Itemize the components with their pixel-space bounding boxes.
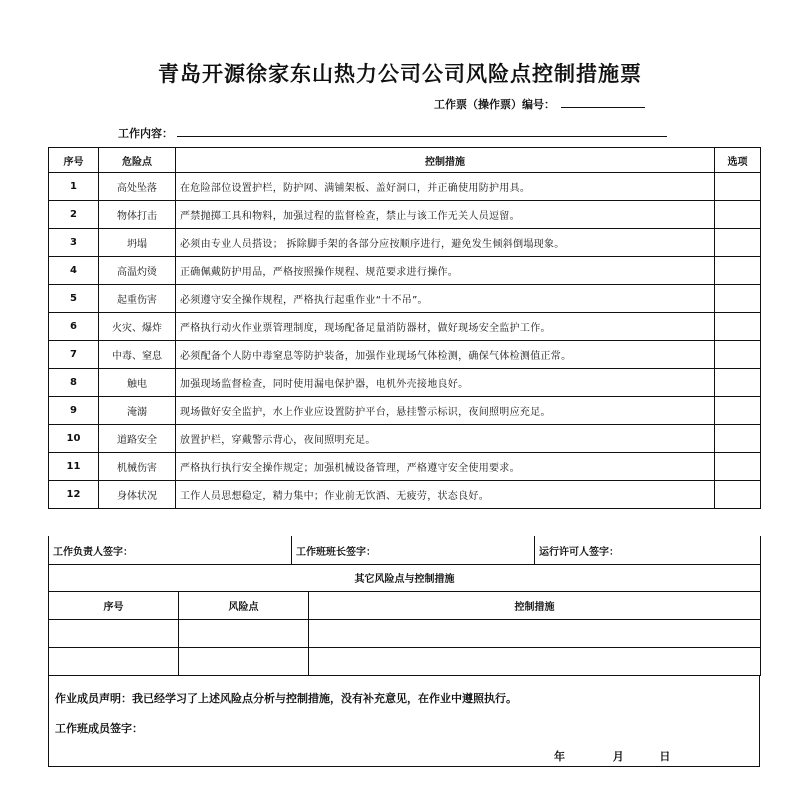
row-risk-cell: 坍塌 [99, 229, 176, 257]
row-no-cell: 6 [49, 313, 99, 341]
row-risk-cell: 物体打击 [99, 201, 176, 229]
other-risk-row [49, 648, 761, 676]
row-measure-cell: 严格执行动火作业票管理制度，现场配备足量消防器材，做好现场安全监护工作。 [176, 313, 715, 341]
declaration-statement: 作业成员声明：我已经学习了上述风险点分析与控制措施，没有补充意见，在作业中遵照执行。 [55, 692, 517, 705]
header-measure: 控制措施 [176, 148, 715, 173]
table-row [49, 425, 761, 453]
row-no-cell: 4 [49, 257, 99, 285]
row-measure-cell: 严格执行执行安全操作规定；加强机械设备管理，严格遵守安全使用要求。 [176, 453, 715, 481]
row-measure-cell: 现场做好安全监护，水上作业应设置防护平台，悬挂警示标识，夜间照明应充足。 [176, 397, 715, 425]
row-measure-cell: 加强现场监督检查，同时使用漏电保护器，电机外壳接地良好。 [176, 369, 715, 397]
other-header-risk: 风险点 [179, 592, 309, 620]
table-row [49, 481, 761, 509]
work-content-field [118, 125, 667, 141]
row-no-cell: 7 [49, 341, 99, 369]
ticket-number-label: 工作票（操作票）编号： [434, 98, 555, 111]
row-risk-cell: 高温灼烫 [99, 257, 176, 285]
table-row [49, 257, 761, 285]
declaration-box [48, 676, 760, 767]
row-option-cell[interactable] [715, 397, 761, 425]
row-measure-cell: 在危险部位设置护栏，防护网、满铺架板、盖好洞口，并正确使用防护用具。 [176, 173, 715, 201]
row-option-cell[interactable] [715, 173, 761, 201]
ticket-number-field [434, 96, 645, 112]
other-risks-title-row [49, 564, 761, 592]
header-no: 序号 [49, 148, 99, 173]
form-title: 青岛开源徐家东山热力公司公司风险点控制措施票 [158, 62, 642, 86]
header-risk: 危险点 [99, 148, 176, 173]
table-row [49, 313, 761, 341]
member-signature-field[interactable]: 工作班成员签字： [55, 722, 143, 735]
row-option-cell[interactable] [715, 313, 761, 341]
row-no-cell: 9 [49, 397, 99, 425]
risk-control-table [48, 147, 761, 509]
row-measure-cell: 必须由专业人员搭设； 拆除脚手架的各部分应按顺序进行，避免发生倾斜倒塌现象。 [176, 229, 715, 257]
work-content-label: 工作内容： [118, 127, 173, 140]
table-row [49, 201, 761, 229]
row-risk-cell: 火灾、爆炸 [99, 313, 176, 341]
row-no-cell: 1 [49, 173, 99, 201]
row-option-cell[interactable] [715, 481, 761, 509]
other-header-no: 序号 [49, 592, 179, 620]
row-no-cell: 3 [49, 229, 99, 257]
row-measure-cell: 工作人员思想稳定，精力集中；作业前无饮酒、无疲劳，状态良好。 [176, 481, 715, 509]
leader-signature-field[interactable]: 工作负责人签字： [49, 536, 292, 565]
row-measure-cell: 严禁抛掷工具和物料，加强过程的监督检查，禁止与该工作无关人员逗留。 [176, 201, 715, 229]
other-risk-cell[interactable] [179, 648, 309, 676]
other-measure-cell[interactable] [309, 620, 761, 648]
row-option-cell[interactable] [715, 201, 761, 229]
other-risks-header-row [49, 592, 761, 620]
other-no-cell[interactable] [49, 620, 179, 648]
row-risk-cell: 起重伤害 [99, 285, 176, 313]
row-no-cell: 5 [49, 285, 99, 313]
row-no-cell: 2 [49, 201, 99, 229]
table-row [49, 453, 761, 481]
other-risks-title: 其它风险点与控制措施 [49, 564, 761, 592]
signature-row [49, 536, 761, 565]
row-no-cell: 8 [49, 369, 99, 397]
row-measure-cell: 必须遵守安全操作规程，严格执行起重作业“十不吊”。 [176, 285, 715, 313]
work-content-blank[interactable] [177, 126, 667, 137]
date-field[interactable] [554, 748, 670, 764]
row-risk-cell: 高处坠落 [99, 173, 176, 201]
ticket-number-blank[interactable] [561, 97, 645, 108]
row-measure-cell: 放置护栏，穿戴警示背心，夜间照明充足。 [176, 425, 715, 453]
shift-leader-signature-field[interactable]: 工作班班长签字： [292, 536, 535, 565]
date-day: 日 [659, 750, 671, 763]
row-risk-cell: 中毒、窒息 [99, 341, 176, 369]
other-header-measure: 控制措施 [309, 592, 761, 620]
row-measure-cell: 正确佩戴防护用品，严格按照操作规程、规范要求进行操作。 [176, 257, 715, 285]
table-row [49, 229, 761, 257]
table-row [49, 369, 761, 397]
other-no-cell[interactable] [49, 648, 179, 676]
row-no-cell: 11 [49, 453, 99, 481]
table-row [49, 397, 761, 425]
table-header-row [49, 148, 761, 173]
row-risk-cell: 机械伤害 [99, 453, 176, 481]
other-risk-cell[interactable] [179, 620, 309, 648]
row-option-cell[interactable] [715, 257, 761, 285]
row-option-cell[interactable] [715, 425, 761, 453]
row-option-cell[interactable] [715, 369, 761, 397]
signature-table [48, 536, 761, 565]
row-no-cell: 10 [49, 425, 99, 453]
other-risks-table [48, 564, 761, 676]
permit-signature-field[interactable]: 运行许可人签字： [535, 536, 761, 565]
row-no-cell: 12 [49, 481, 99, 509]
date-month: 月 [612, 750, 624, 763]
row-option-cell[interactable] [715, 453, 761, 481]
table-row [49, 341, 761, 369]
row-risk-cell: 身体状况 [99, 481, 176, 509]
row-option-cell[interactable] [715, 341, 761, 369]
other-risk-row [49, 620, 761, 648]
date-year: 年 [554, 750, 565, 763]
table-row [49, 173, 761, 201]
other-measure-cell[interactable] [309, 648, 761, 676]
row-risk-cell: 淹溺 [99, 397, 176, 425]
row-risk-cell: 道路安全 [99, 425, 176, 453]
row-measure-cell: 必须配备个人防中毒窒息等防护装备，加强作业现场气体检测，确保气体检测值正常。 [176, 341, 715, 369]
row-option-cell[interactable] [715, 285, 761, 313]
table-row [49, 285, 761, 313]
row-risk-cell: 触电 [99, 369, 176, 397]
header-option: 选项 [715, 148, 761, 173]
row-option-cell[interactable] [715, 229, 761, 257]
